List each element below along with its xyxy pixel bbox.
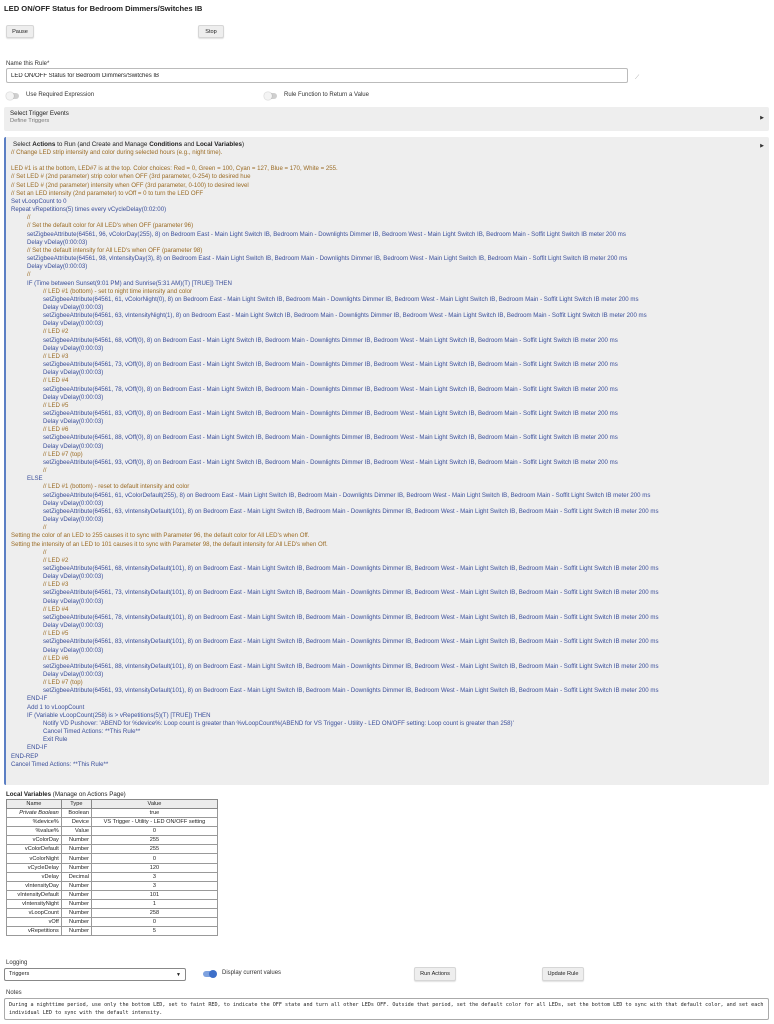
action-line: setZigbeeAttribute(64561, 93, vOff(0), 8) on Bedroom East - Main Light Switch IB, Bedroom Main - Downlights Dimmer IB, Bedroom West - Main Light Switch IB, Bedroom Main - Soffit Light Switch IB meter 200 ms: [43, 458, 618, 466]
action-line: Delay vDelay(0:00:03): [43, 499, 104, 507]
cell-value: 0: [91, 854, 217, 863]
action-line: END-REP: [11, 752, 39, 760]
table-row: [7, 818, 218, 827]
action-line: setZigbeeAttribute(64561, 63, vIntensityDefault(101), 8) on Bedroom East - Main Light Switch IB, Bedroom Main - Downlights Dimmer IB, Bedroom West - Main Light Switch IB, Bedroom Main - Soffit Light Switch IB meter 200 ms: [43, 507, 659, 515]
cell-value: 258: [91, 909, 217, 918]
required-expression-toggle[interactable]: [6, 93, 19, 99]
action-line: setZigbeeAttribute(64561, 68, vIntensityDefault(101), 8) on Bedroom East - Main Light Switch IB, Bedroom Main - Downlights Dimmer IB, Bedroom West - Main Light Switch IB, Bedroom Main - Soffit Light Switch IB meter 200 ms: [43, 564, 659, 572]
cell-type: Device: [61, 818, 91, 827]
action-comment-line: //: [27, 271, 31, 279]
action-line: Repeat vRepetitions(5) times every vCycleDelay(0:02:00): [11, 206, 167, 214]
action-line: Delay vDelay(0:00:03): [43, 646, 104, 654]
table-row: [7, 909, 218, 918]
action-comment-line: // LED #5: [43, 630, 69, 638]
cell-name: vIntensityDay: [7, 881, 62, 890]
actions-header: Select Actions to Run (and Create and Manage Conditions and Local Variables): [13, 141, 245, 148]
logging-select[interactable]: [4, 968, 186, 981]
action-line: IF (Variable vLoopCount(258) is > vRepetitions(5)(T) [TRUE]) THEN: [27, 711, 211, 719]
table-row: [7, 836, 218, 845]
action-line: Cancel Timed Actions: **This Rule**: [43, 728, 141, 736]
table-row: [7, 827, 218, 836]
rule-name-label: Name this Rule*: [6, 61, 50, 67]
stop-button[interactable]: Stop: [198, 25, 224, 38]
action-comment-line: // Set the default intensity for All LED's when OFF (parameter 98): [27, 246, 203, 254]
action-comment-line: LED #1 is at the bottom, LED#7 is at the top. Color choices: Red = 0, Green = 100, Cyan = 127, Blue = 170, White = 255.: [11, 165, 338, 173]
cell-value: 0: [91, 918, 217, 927]
cell-type: Boolean: [61, 809, 91, 818]
action-line: Delay vDelay(0:00:03): [43, 442, 104, 450]
action-comment-line: // LED #5: [43, 401, 69, 409]
cell-name: %value%: [7, 827, 62, 836]
action-line: setZigbeeAttribute(64561, 96, vColorDay(255), 8) on Bedroom East - Main Light Switch IB, Bedroom Main - Downlights Dimmer IB, Bedroom West - Main Light Switch IB, Bedroom Main - Soffit Light Switch IB meter 200 ms: [27, 230, 626, 238]
cell-type: Number: [61, 899, 91, 908]
action-comment-line: // LED #3: [43, 352, 69, 360]
cell-name: vCycleDelay: [7, 863, 62, 872]
page-title: LED ON/OFF Status for Bedroom Dimmers/Switches IB: [4, 4, 203, 13]
select-trigger-events[interactable]: [4, 107, 769, 131]
action-line: IF (Time between Sunset(9:01 PM) and Sunrise(5:31 AM)(T) [TRUE]) THEN: [27, 279, 232, 287]
local-variables-table: [6, 799, 218, 936]
action-line: setZigbeeAttribute(64561, 73, vIntensityDefault(101), 8) on Bedroom East - Main Light Switch IB, Bedroom Main - Downlights Dimmer IB, Bedroom West - Main Light Switch IB, Bedroom Main - Soffit Light Switch IB meter 200 ms: [43, 589, 659, 597]
cell-value: 255: [91, 836, 217, 845]
rule-name-input[interactable]: [6, 68, 628, 83]
action-comment-line: // Change LED strip intensity and color during selected hours (e.g., night time).: [11, 149, 223, 156]
action-comment-line: // LED #1 (bottom) - set to night time intensity and color: [43, 287, 193, 295]
action-line: Exit Rule: [43, 736, 68, 744]
action-comment-line: //: [27, 214, 31, 222]
action-line: Delay vDelay(0:00:03): [43, 303, 104, 311]
action-comment-line: Setting the color of an LED to 255 causes it to sync with Parameter 96, the default color for All LED's when Off.: [11, 532, 310, 540]
logging-selected-value: Triggers: [9, 971, 30, 977]
action-comment-line: // LED #7 (top): [43, 679, 83, 687]
expand-arrow-icon: ▶: [760, 143, 764, 149]
action-comment-line: [11, 157, 765, 165]
action-line: setZigbeeAttribute(64561, 61, vColorNight(0), 8) on Bedroom East - Main Light Switch IB, Bedroom Main - Downlights Dimmer IB, Bedroom West - Main Light Switch IB, Bedroom Main - Soffit Light Switch IB meter 200 ms: [43, 295, 639, 303]
table-row: [7, 899, 218, 908]
cell-value: 0: [91, 827, 217, 836]
cell-type: Number: [61, 927, 91, 936]
trigger-title: Select Trigger Events: [10, 110, 69, 117]
table-row: [7, 872, 218, 881]
cell-name: vLoopCount: [7, 909, 62, 918]
action-comment-line: // LED #1 (bottom) - reset to default intensity and color: [43, 483, 190, 491]
cell-value: 120: [91, 863, 217, 872]
display-current-values-label: Display current values: [222, 970, 282, 976]
cell-type: Number: [61, 890, 91, 899]
cell-value: true: [91, 809, 217, 818]
action-line: setZigbeeAttribute(64561, 88, vOff(0), 8) on Bedroom East - Main Light Switch IB, Bedroom Main - Downlights Dimmer IB, Bedroom West - Main Light Switch IB, Bedroom Main - Soffit Light Switch IB meter 200 ms: [43, 434, 618, 442]
action-line: setZigbeeAttribute(64561, 88, vIntensityDefault(101), 8) on Bedroom East - Main Light Switch IB, Bedroom Main - Downlights Dimmer IB, Bedroom West - Main Light Switch IB, Bedroom Main - Soffit Light Switch IB meter 200 ms: [43, 662, 659, 670]
trigger-subtitle: Define Triggers: [10, 118, 50, 124]
action-line: Delay vDelay(0:00:03): [43, 393, 104, 401]
action-line: setZigbeeAttribute(64561, 68, vOff(0), 8) on Bedroom East - Main Light Switch IB, Bedroom Main - Downlights Dimmer IB, Bedroom West - Main Light Switch IB, Bedroom Main - Soffit Light Switch IB meter 200 ms: [43, 336, 618, 344]
cell-type: Number: [61, 836, 91, 845]
cell-name: %device%: [7, 818, 62, 827]
action-comment-line: // Set an LED intensity (2nd parameter) to vOff = 0 to turn the LED OFF: [11, 189, 204, 197]
table-row: [7, 881, 218, 890]
select-actions-panel[interactable]: [4, 137, 769, 785]
actions-list: [11, 149, 765, 769]
run-actions-button[interactable]: Run Actions: [414, 967, 456, 981]
action-line: setZigbeeAttribute(64561, 61, vColorDefault(255), 8) on Bedroom East - Main Light Switch IB, Bedroom Main - Downlights Dimmer IB, Bedroom West - Main Light Switch IB, Bedroom Main - Soffit Light Switch IB meter 200 ms: [43, 491, 651, 499]
action-comment-line: // LED #3: [43, 581, 69, 589]
action-comment-line: // Set LED # (2nd parameter) intensity when OFF (3rd parameter, 0-100) to desired level: [11, 181, 249, 189]
cell-name: vColorNight: [7, 854, 62, 863]
action-line: Delay vDelay(0:00:03): [43, 516, 104, 524]
cell-type: Number: [61, 845, 91, 854]
cell-value: 1: [91, 899, 217, 908]
cell-type: Number: [61, 881, 91, 890]
rule-function-label: Rule Function to Return a Value: [284, 92, 369, 98]
action-line: END-IF: [27, 744, 48, 752]
action-line: setZigbeeAttribute(64561, 78, vIntensityDefault(101), 8) on Bedroom East - Main Light Switch IB, Bedroom Main - Downlights Dimmer IB, Bedroom West - Main Light Switch IB, Bedroom Main - Soffit Light Switch IB meter 200 ms: [43, 613, 659, 621]
pause-button[interactable]: Pause: [6, 25, 34, 38]
action-line: Cancel Timed Actions: **This Rule**: [11, 760, 109, 768]
column-header-name: Name: [7, 800, 62, 809]
cell-type: Number: [61, 863, 91, 872]
cell-name: vIntensityNight: [7, 899, 62, 908]
cell-name: vIntensityDefault: [7, 890, 62, 899]
rule-function-toggle[interactable]: [264, 93, 277, 99]
cell-type: Number: [61, 909, 91, 918]
notes-label: Notes: [6, 990, 22, 996]
column-header-type: Type: [61, 800, 91, 809]
table-row: [7, 927, 218, 936]
cell-name: vDelay: [7, 872, 62, 881]
action-line: Delay vDelay(0:00:03): [27, 263, 88, 271]
logging-label: Logging: [6, 960, 28, 966]
action-comment-line: //: [43, 467, 47, 475]
action-comment-line: Setting the intensity of an LED to 101 causes it to sync with Parameter 98, the default intensity for All LED's when Off.: [11, 540, 328, 548]
resize-handle-icon[interactable]: ⟋: [635, 75, 640, 81]
action-line: Delay vDelay(0:00:03): [43, 671, 104, 678]
action-comment-line: // LED #7 (top): [43, 450, 83, 458]
action-comment-line: // Set LED # (2nd parameter) strip color when OFF (3rd parameter, 0-254) to desired hue: [11, 173, 251, 181]
chevron-down-icon: ▼: [176, 972, 181, 978]
action-line: Delay vDelay(0:00:03): [43, 369, 104, 377]
action-line: Delay vDelay(0:00:03): [43, 622, 104, 630]
action-line: Set vLoopCount to 0: [11, 197, 67, 205]
action-line: setZigbeeAttribute(64561, 83, vOff(0), 8) on Bedroom East - Main Light Switch IB, Bedroom Main - Downlights Dimmer IB, Bedroom West - Main Light Switch IB, Bedroom Main - Soffit Light Switch IB meter 200 ms: [43, 410, 618, 417]
action-line: Delay vDelay(0:00:03): [43, 597, 104, 605]
cell-value: 3: [91, 872, 217, 881]
table-row: [7, 854, 218, 863]
required-expression-label: Use Required Expression: [26, 92, 95, 98]
action-line: END-IF: [27, 695, 48, 703]
action-line: Delay vDelay(0:00:03): [43, 418, 104, 426]
action-comment-line: //: [43, 524, 47, 532]
table-row: [7, 809, 218, 818]
update-rule-button[interactable]: Update Rule: [542, 967, 584, 981]
action-comment-line: // LED #6: [43, 654, 69, 662]
action-line: Delay vDelay(0:00:03): [43, 573, 104, 581]
action-comment-line: // LED #6: [43, 426, 69, 434]
action-comment-line: // LED #2: [43, 328, 69, 336]
cell-value: 255: [91, 845, 217, 854]
cell-type: Number: [61, 918, 91, 927]
action-line: Delay vDelay(0:00:03): [27, 238, 88, 246]
cell-name: vRepetitions: [7, 927, 62, 936]
cell-name: vColorDay: [7, 836, 62, 845]
action-line: Add 1 to vLoopCount: [27, 703, 85, 711]
notes-textarea[interactable]: During a nighttime period, use only the bottom LED, set to faint RED, to indicate the OFF state and turn all other LEDs OFF. Outside that period, set the default color for all LEDs, set the bottom LED to sync with that default color, and set each individual LED to sync with the default intensity.: [4, 998, 769, 1020]
cell-type: Value: [61, 827, 91, 836]
column-header-value: Value: [91, 800, 217, 809]
cell-type: Decimal: [61, 872, 91, 881]
action-line: Delay vDelay(0:00:03): [43, 344, 104, 352]
action-line: Notify VD Pushover: 'ABEND for %device%: Loop count is greater than %vLoopCount%(ABEND for VS Trigger - Utility - LED ON/OFF setting: Loop count is greater than 258)': [43, 719, 514, 727]
expand-arrow-icon: ▶: [760, 115, 764, 121]
cell-value: VS Trigger - Utility - LED ON/OFF setting: [91, 818, 217, 827]
table-row: [7, 863, 218, 872]
cell-value: 5: [91, 927, 217, 936]
action-comment-line: // LED #4: [43, 605, 69, 613]
action-line: setZigbeeAttribute(64561, 83, vIntensityDefault(101), 8) on Bedroom East - Main Light Switch IB, Bedroom Main - Downlights Dimmer IB, Bedroom West - Main Light Switch IB, Bedroom Main - Soffit Light Switch IB meter 200 ms: [43, 638, 659, 646]
action-comment-line: // LED #4: [43, 377, 69, 385]
action-comment-line: // LED #2: [43, 556, 69, 564]
action-comment-line: //: [43, 548, 47, 556]
cell-name: vColorDefault: [7, 845, 62, 854]
local-variables-title: Local Variables (Manage on Actions Page): [6, 791, 126, 798]
action-line: setZigbeeAttribute(64561, 98, vIntensityDay(3), 8) on Bedroom East - Main Light Switch IB, Bedroom Main - Downlights Dimmer IB, Bedroom West - Main Light Switch IB, Bedroom Main - Soffit Light Switch IB meter 200 ms: [27, 255, 628, 263]
table-row: [7, 890, 218, 899]
action-line: ELSE: [27, 475, 43, 483]
action-line: setZigbeeAttribute(64561, 78, vOff(0), 8) on Bedroom East - Main Light Switch IB, Bedroom Main - Downlights Dimmer IB, Bedroom West - Main Light Switch IB, Bedroom Main - Soffit Light Switch IB meter 200 ms: [43, 385, 618, 393]
cell-type: Number: [61, 854, 91, 863]
table-row: [7, 918, 218, 927]
action-comment-line: // Set the default color for All LED's when OFF (parameter 96): [27, 222, 194, 230]
action-line: setZigbeeAttribute(64561, 73, vOff(0), 8) on Bedroom East - Main Light Switch IB, Bedroom Main - Downlights Dimmer IB, Bedroom West - Main Light Switch IB, Bedroom Main - Soffit Light Switch IB meter 200 ms: [43, 361, 618, 369]
action-line: Delay vDelay(0:00:03): [43, 320, 104, 328]
cell-name: vOff: [7, 918, 62, 927]
action-line: setZigbeeAttribute(64561, 93, vIntensityDefault(101), 8) on Bedroom East - Main Light Switch IB, Bedroom Main - Downlights Dimmer IB, Bedroom West - Main Light Switch IB, Bedroom Main - Soffit Light Switch IB meter 200 ms: [43, 687, 659, 695]
display-current-values-toggle[interactable]: [203, 971, 216, 977]
cell-value: 3: [91, 881, 217, 890]
action-line: setZigbeeAttribute(64561, 63, vIntensityNight(1), 8) on Bedroom East - Main Light Switch IB, Bedroom Main - Downlights Dimmer IB, Bedroom West - Main Light Switch IB, Bedroom Main - Soffit Light Switch IB meter 200 ms: [43, 312, 647, 320]
table-row: [7, 845, 218, 854]
cell-name: Private Boolean: [7, 809, 62, 818]
cell-value: 101: [91, 890, 217, 899]
